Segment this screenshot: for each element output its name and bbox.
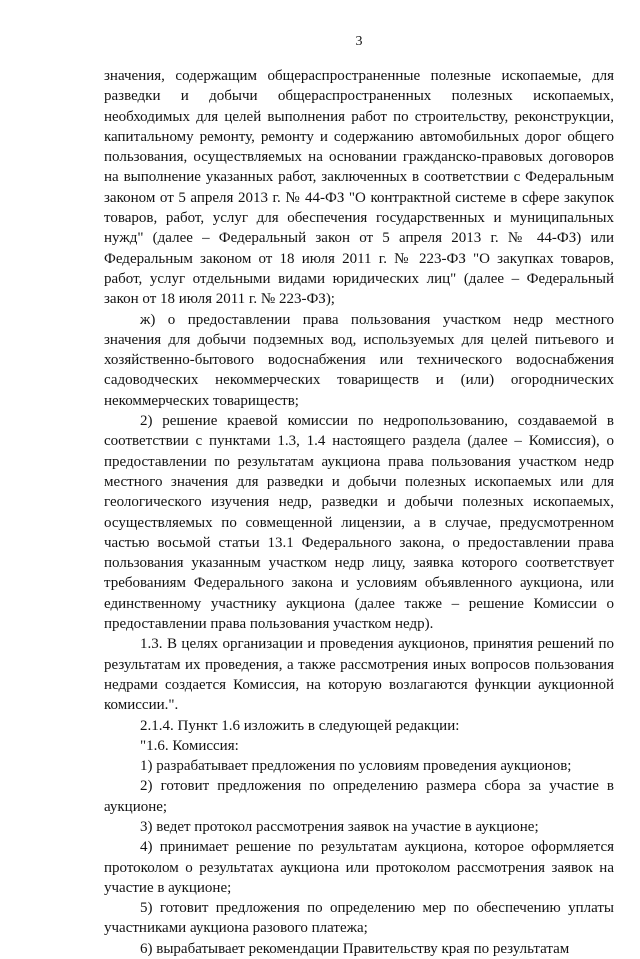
paragraph: ж) о предоставлении права пользования участком недр местного значения для добычи подземных вод, используемых для целей питьевого и хозяйственно-бытового водоснабжения или технического водоснабжения садоводческих некоммерческих товариществ и (или) огороднических некоммерческих товариществ; <box>104 311 614 409</box>
paragraph: 6) вырабатывает рекомендации Правительству края по результатам <box>140 940 570 957</box>
page-number: 3 <box>355 34 363 49</box>
paragraph: 1.3. В целях организации и проведения аукционов, принятия решений по результатам их проведения, а также рассмотрения иных вопросов пользования недрами создается Комиссия, на которую возлагаются функции аукционной комиссии.". <box>104 636 614 714</box>
paragraph: 1) разрабатывает предложения по условиям проведения аукционов; <box>140 758 572 775</box>
paragraph: 5) готовит предложения по определению мер по обеспечению уплаты участниками аукциона разового платежа; <box>104 900 614 937</box>
paragraph: 4) принимает решение по результатам аукциона, которое оформляется протоколом о результатах аукциона или протоколом рассмотрения заявок на участие в аукционе; <box>104 839 614 896</box>
paragraph: значения, содержащим общераспространенные полезные ископаемые, для разведки и добычи общераспространенных полезных ископаемых, необходимых для целей выполнения работ по строительству, реконструкции, капитальному ремонту, ремонту и содержанию автомобильных дорог общего пользования, осуществляемых на основании гражданско-правовых договоров на выполнение указанных работ, заключенных в соответствии с Федеральным законом от 5 апреля 2013 г. № 44-ФЗ "О контрактной системе в сфере закупок товаров, работ, услуг для обеспечения государственных и муниципальных нужд" (далее – Федеральный закон от 5 апреля 2013 г. № 44-ФЗ) или Федеральным законом от 18 июля 2011 г. № 223-ФЗ "О закупках товаров, работ, услуг отдельными видами юридических лиц" (далее – Федеральный закон от 18 июля 2011 г. № 223-ФЗ); <box>104 68 614 308</box>
paragraph: "1.6. Комиссия: <box>140 737 239 754</box>
paragraph: 2.1.4. Пункт 1.6 изложить в следующей редакции: <box>140 717 460 734</box>
paragraph: 2) решение краевой комиссии по недропользованию, создаваемой в соответствии с пунктами 1.3, 1.4 настоящего раздела (далее – Комиссия), о предоставлении по результатам аукциона права пользования участком недр местного значения для разведки и добычи полезных ископаемых или для геологического изучения недр, разведки и добычи полезных ископаемых, осуществляемых по совмещенной лицензии, а в случае, предусмотренном частью восьмой статьи 13.1 Федерального закона, о предоставлении права пользования указанным участком недр лицу, заявка которого соответствует требованиям Федерального закона и условиям объявленного аукциона, или единственному участнику аукциона (далее также – решение Комиссии о предоставлении права пользования участком недр). <box>104 413 614 633</box>
document-body <box>104 66 614 959</box>
paragraph: 3) ведет протокол рассмотрения заявок на участие в аукционе; <box>140 818 539 835</box>
paragraph: 2) готовит предложения по определению размера сбора за участие в аукционе; <box>104 778 614 815</box>
